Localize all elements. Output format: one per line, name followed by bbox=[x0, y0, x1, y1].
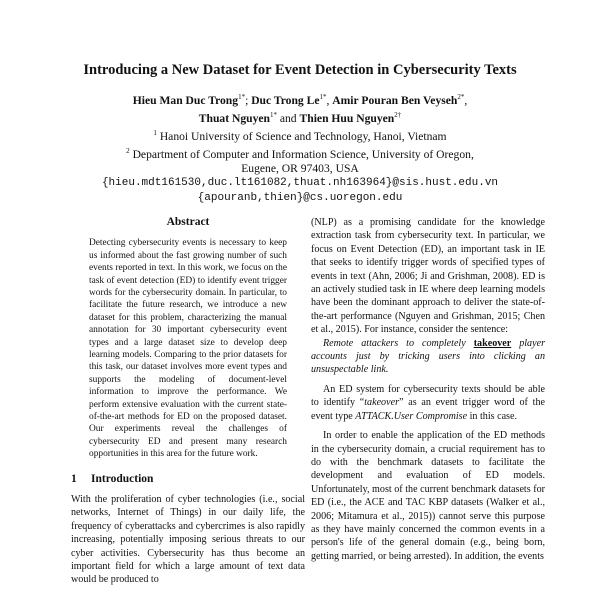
email-line[interactable]: {apouranb,thien}@cs.uoregon.edu bbox=[197, 192, 403, 205]
author-mark: 2* bbox=[457, 93, 465, 101]
author-separator: ; bbox=[245, 93, 252, 107]
author-name: Hieu Man Duc Trong bbox=[132, 93, 239, 107]
affiliation-text: Eugene, OR 97403, USA bbox=[241, 162, 359, 176]
author-block bbox=[0, 90, 600, 206]
intro-paragraph: With the proliferation of cyber technologies (i.e., social networks, Internet of Things) in our daily life, the frequency of cyberattacks and cybercrimes is also rapidly increasing, potentially imposing serious threats to our cyber activities. Cybersecurity has thus become an important field for which a large amount of text data would be produced to bbox=[71, 493, 305, 586]
left-column bbox=[71, 216, 305, 587]
affiliation bbox=[0, 161, 600, 176]
abstract-heading: Abstract bbox=[166, 216, 210, 228]
body-paragraph: (NLP) as a promising candidate for the knowledge extraction task from cybersecurity text. In particular, we focus on Event Detection (ED), an important task in IE that seeks to identify trigger words of specified types of events in text (Ahn, 2006; Ji and Grishman, 2008). ED is an actively studied task in IE where deep learning models have been the dominant approach to deliver the state-of-the-art performance (Nguyen and Grishman, 2015; Chen et al., 2015). For instance, consider the sentence: bbox=[311, 217, 545, 336]
author-line-1 bbox=[0, 90, 600, 108]
section-heading bbox=[71, 473, 305, 486]
author-mark: 1* bbox=[269, 110, 277, 119]
right-column bbox=[311, 216, 545, 563]
abstract-text: Detecting cybersecurity events is necessary to keep us informed about the fast growing number of such events reported in text. In this work, we focus on the task of event detection (ED) to identify event trigger words for the cybersecurity domain. In particular, to facilitate the future research, we introduce a new dataset for this problem, characterizing the manual annotation for 30 important cybersecurity event types and a large dataset size to develop deep learning models. Comparing to the prior datasets for this task, our dataset involves more event types and supports the modeling of document-level information to improve the performance. We perform extensive evaluation with the current state-of-the-art methods for ED on the proposed dataset. Our experiments reveal the challenges of cybersecurity ED and present many research opportunities in this area for the future work. bbox=[89, 238, 287, 460]
paragraph-text: ” as an event trigger word of the event type bbox=[311, 397, 545, 422]
affiliation bbox=[0, 144, 600, 162]
author-mark: 2† bbox=[394, 110, 402, 119]
section-title: Introduction bbox=[91, 472, 154, 485]
author-name: Duc Trong Le bbox=[251, 93, 320, 107]
author-mark: 1* bbox=[238, 93, 246, 101]
paragraph-text: in this case. bbox=[467, 410, 517, 422]
author-line-2 bbox=[0, 108, 600, 126]
affiliation-text: Department of Computer and Information Science, University of Oregon, bbox=[132, 147, 474, 161]
body-paragraph: In order to enable the application of the ED methods in the cybersecurity domain, a crucial requirement has to do with the benchmark datasets to facilitate the development and evaluation of ED models. Unfortunately, most of the current benchmark datasets for ED (i.e., the ACE and TAC KBP datasets (Walker et al., 2006; Mitamura et al., 2015)) cannot serve this purpose as they have mainly concerned the common events in a person's life of the general domain (e.g., being born, getting married, or being arrested). In addition, the events bbox=[311, 430, 545, 562]
trigger-word: takeover bbox=[364, 397, 399, 409]
author-separator: and bbox=[276, 111, 300, 125]
section-number: 1 bbox=[71, 472, 77, 485]
example-trigger: takeover bbox=[473, 337, 512, 349]
author-name: Amir Pouran Ben Veyseh bbox=[332, 93, 458, 107]
affiliation-mark: 1 bbox=[153, 128, 157, 137]
example-sentence bbox=[311, 337, 545, 377]
event-type: ATTACK.User Compromise bbox=[355, 410, 468, 422]
author-separator: , bbox=[464, 93, 468, 107]
email-line[interactable]: {hieu.mdt161530,duc.lt161082,thuat.nh163964}@sis.hust.edu.vn bbox=[101, 177, 499, 190]
paragraph-text: An ED system for cybersecurity texts should be able to identify “ bbox=[311, 383, 545, 409]
affiliation-text: Hanoi University of Science and Technology, Hanoi, Vietnam bbox=[159, 129, 447, 143]
author-mark: 1* bbox=[319, 93, 327, 101]
body-paragraph bbox=[311, 383, 545, 423]
author-name: Thien Huu Nguyen bbox=[299, 111, 395, 125]
affiliation-mark: 2 bbox=[126, 146, 130, 155]
author-name: Thuat Nguyen bbox=[198, 111, 270, 125]
affiliation bbox=[0, 126, 600, 144]
example-text: Remote attackers to completely bbox=[323, 337, 474, 349]
author-separator: , bbox=[326, 93, 333, 107]
example-text: player accounts just by tricking users into clicking an unsuspectable link. bbox=[311, 337, 545, 376]
paper-title: Introducing a New Dataset for Event Detection in Cybersecurity Texts bbox=[83, 62, 517, 78]
